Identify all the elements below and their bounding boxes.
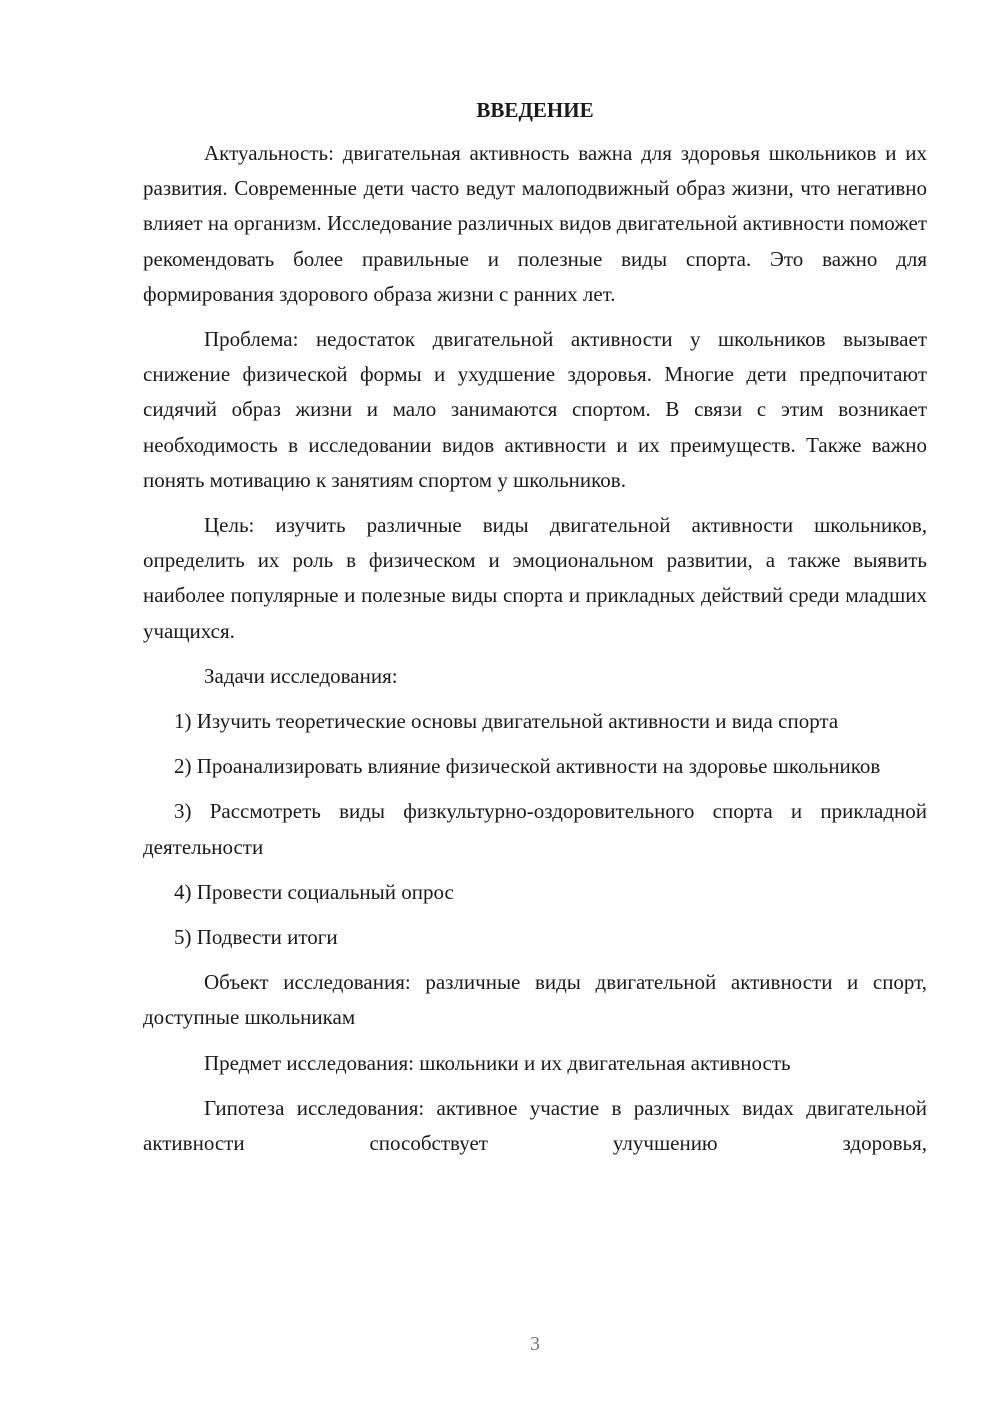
task-item-5: 5) Подвести итоги (174, 925, 338, 950)
hypothesis-paragraph: Гипотеза исследования: активное участие в различных видах двигательной активности способствует улучшению здоровья, (143, 1095, 927, 1156)
object-paragraph: Объект исследования: различные виды двигательной активности и спорт, доступные школьникам (143, 970, 927, 1030)
relevance-paragraph: Актуальность: двигательная активность важна для здоровья школьников и их развития. Современные дети часто ведут малоподвижный образ жизни, что негативно влияет на организм. Исследование различных видов двигательной активности поможет рекомендовать более правильные и полезные виды спорта. Это важно для формирования здорового образа жизни с ранних лет. (143, 141, 927, 306)
task-item-3: 3) Рассмотреть виды физкультурно-оздоровительного спорта и прикладной деятельности (143, 799, 927, 859)
page-title: ВВЕДЕНИЕ (476, 98, 594, 122)
problem-paragraph: Проблема: недостаток двигательной активности у школьников вызывает снижение физической формы и ухудшение здоровья. Многие дети предпочитают сидячий образ жизни и мало занимаются спортом. В связи с этим возникает необходимость в исследовании видов активности и их преимуществ. Также важно понять мотивацию к занятиям спортом у школьников. (143, 327, 927, 492)
page-number: 3 (530, 1333, 540, 1355)
task-item-4: 4) Провести социальный опрос (174, 879, 454, 904)
task-item-2: 2) Проанализировать влияние физической активности на здоровье школьников (174, 754, 881, 779)
page-content (143, 94, 927, 1171)
subject-paragraph: Предмет исследования: школьники и их двигательная активность (204, 1050, 791, 1075)
tasks-heading: Задачи исследования: (204, 663, 398, 688)
goal-paragraph: Цель: изучить различные виды двигательной активности школьников, определить их роль в физическом и эмоциональном развитии, а также выявить наиболее популярные и полезные виды спорта и прикладных действий среди младших учащихся. (143, 513, 927, 643)
task-item-1: 1) Изучить теоретические основы двигательной активности и вида спорта (174, 709, 839, 734)
